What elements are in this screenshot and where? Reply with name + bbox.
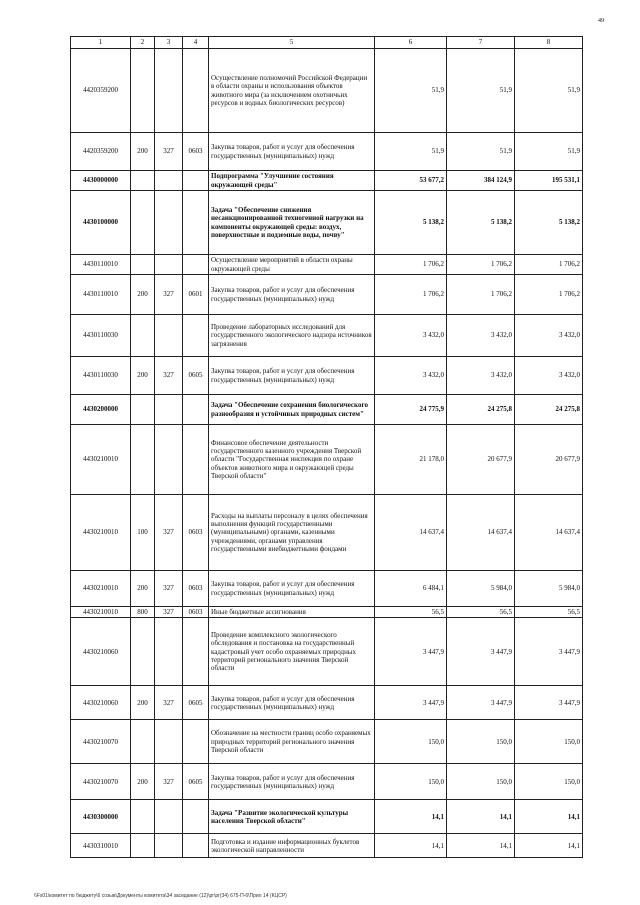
- cell-c: [183, 800, 209, 834]
- table-row: [71, 315, 583, 357]
- table-row: [71, 395, 583, 425]
- cell-code: 4430200000: [71, 395, 131, 425]
- cell-code: 4430210010: [71, 425, 131, 495]
- cell-code: 4430210010: [71, 607, 131, 618]
- cell-v1: 1 706,2: [375, 255, 447, 275]
- cell-code: 4430210070: [71, 720, 131, 764]
- cell-c: [183, 395, 209, 425]
- cell-text: Финансовое обеспечение деятельности государственного казенного учреждения Тверской области "Государственная инспекция по охране объектов животного мира и окружающей среды Тверской области": [209, 425, 375, 495]
- cell-text: Осуществление мероприятий в области охраны окружающей среды: [209, 255, 375, 275]
- cell-code: 4430300000: [71, 800, 131, 834]
- cell-b: [155, 315, 183, 357]
- cell-v1: 14,1: [375, 800, 447, 834]
- cell-a: 200: [131, 133, 155, 171]
- table-row: [71, 357, 583, 395]
- cell-v2: 20 677,9: [447, 425, 515, 495]
- cell-v1: 53 677,2: [375, 171, 447, 191]
- cell-code: 4430210010: [71, 571, 131, 607]
- table-row: [71, 618, 583, 686]
- cell-a: [131, 191, 155, 255]
- cell-text: Подпрограмма "Улучшение состояния окружающей среды": [209, 171, 375, 191]
- cell-v3: 1 706,2: [515, 275, 583, 315]
- footer-file-path: \\Fs01\комитет по бюджету\6 созыв\Документы комитета\34 заседание (12)\pr\pr(34) 675-П-6\Прил 14 (КЦСР): [34, 893, 287, 899]
- cell-b: [155, 618, 183, 686]
- cell-c: [183, 425, 209, 495]
- cell-c: 0605: [183, 357, 209, 395]
- cell-b: [155, 720, 183, 764]
- cell-v1: 150,0: [375, 764, 447, 800]
- cell-b: 327: [155, 495, 183, 571]
- cell-a: [131, 315, 155, 357]
- cell-a: [131, 834, 155, 858]
- cell-b: [155, 395, 183, 425]
- cell-code: 4430110010: [71, 255, 131, 275]
- cell-code: 4430210010: [71, 495, 131, 571]
- cell-a: 200: [131, 275, 155, 315]
- cell-b: [155, 49, 183, 133]
- table-row: [71, 171, 583, 191]
- cell-b: 327: [155, 275, 183, 315]
- cell-v2: 1 706,2: [447, 255, 515, 275]
- header-col-6: 6: [375, 37, 447, 49]
- budget-table: [70, 36, 583, 858]
- cell-v1: 3 432,0: [375, 357, 447, 395]
- cell-c: 0603: [183, 571, 209, 607]
- table-row: [71, 191, 583, 255]
- cell-text: Задача "Обеспечение снижения несанкционированной техногенной нагрузки на компоненты окружающей среды: воздух, поверхностные и подземные воды, почву": [209, 191, 375, 255]
- cell-b: 327: [155, 357, 183, 395]
- page-number: 49: [598, 18, 604, 24]
- cell-text: Закупка товаров, работ и услуг для обеспечения государственных (муниципальных) нужд: [209, 275, 375, 315]
- cell-b: [155, 255, 183, 275]
- cell-code: 4430000000: [71, 171, 131, 191]
- cell-v3: 24 275,8: [515, 395, 583, 425]
- cell-a: [131, 395, 155, 425]
- cell-v2: 24 275,8: [447, 395, 515, 425]
- cell-v2: 3 447,9: [447, 686, 515, 720]
- cell-code: 4430210060: [71, 618, 131, 686]
- cell-v1: 3 447,9: [375, 686, 447, 720]
- cell-c: 0601: [183, 275, 209, 315]
- cell-v2: 14,1: [447, 834, 515, 858]
- cell-b: 327: [155, 133, 183, 171]
- cell-c: [183, 315, 209, 357]
- cell-text: Закупка товаров, работ и услуг для обеспечения государственных (муниципальных) нужд: [209, 764, 375, 800]
- cell-text: Обозначение на местности границ особо охраняемых природных территорий регионального значения Тверской области: [209, 720, 375, 764]
- cell-b: [155, 425, 183, 495]
- cell-v2: 150,0: [447, 764, 515, 800]
- cell-b: [155, 800, 183, 834]
- header-col-3: 3: [155, 37, 183, 49]
- cell-a: [131, 425, 155, 495]
- cell-v1: 3 447,9: [375, 618, 447, 686]
- cell-v2: 3 432,0: [447, 315, 515, 357]
- cell-code: 4430100000: [71, 191, 131, 255]
- cell-v2: 3 432,0: [447, 357, 515, 395]
- table-row: [71, 495, 583, 571]
- cell-b: [155, 834, 183, 858]
- cell-v1: 5 138,2: [375, 191, 447, 255]
- cell-a: [131, 800, 155, 834]
- cell-text: Задача "Развитие экологической культуры населения Тверской области": [209, 800, 375, 834]
- cell-c: 0605: [183, 764, 209, 800]
- cell-code: 4430310010: [71, 834, 131, 858]
- table-row: [71, 720, 583, 764]
- cell-v3: 14,1: [515, 800, 583, 834]
- table-row: [71, 607, 583, 618]
- cell-a: [131, 720, 155, 764]
- cell-text: Закупка товаров, работ и услуг для обеспечения государственных (муниципальных) нужд: [209, 133, 375, 171]
- cell-a: 200: [131, 764, 155, 800]
- header-col-1: 1: [71, 37, 131, 49]
- cell-c: [183, 191, 209, 255]
- cell-c: 0603: [183, 607, 209, 618]
- cell-text: Расходы на выплаты персоналу в целях обеспечения выполнения функций государственными (муниципальными) органами, казенными учреждениями, органами управления государственными внебюджетными фондами: [209, 495, 375, 571]
- cell-text: Подготовка и издание информационных буклетов экологической направленности: [209, 834, 375, 858]
- cell-a: [131, 171, 155, 191]
- cell-code: 4420359200: [71, 133, 131, 171]
- cell-v3: 3 447,9: [515, 618, 583, 686]
- cell-text: Проведение лабораторных исследований для государственного экологического надзора источников загрязнения: [209, 315, 375, 357]
- cell-v2: 384 124,9: [447, 171, 515, 191]
- cell-v3: 56,5: [515, 607, 583, 618]
- cell-c: 0603: [183, 495, 209, 571]
- cell-text: Иные бюджетные ассигнования: [209, 607, 375, 618]
- table-row: [71, 571, 583, 607]
- cell-a: [131, 49, 155, 133]
- cell-b: 327: [155, 607, 183, 618]
- cell-code: 4430210060: [71, 686, 131, 720]
- table-row: [71, 834, 583, 858]
- cell-v1: 56,5: [375, 607, 447, 618]
- cell-b: 327: [155, 764, 183, 800]
- cell-b: [155, 171, 183, 191]
- table-row: [71, 255, 583, 275]
- cell-a: [131, 255, 155, 275]
- cell-v1: 6 484,1: [375, 571, 447, 607]
- cell-v3: 20 677,9: [515, 425, 583, 495]
- cell-text: Осуществление полномочий Российской Федерации в области охраны и использования объектов животного мира (за исключением охотничьих ресурсов и водных биологических ресурсов): [209, 49, 375, 133]
- cell-c: [183, 834, 209, 858]
- cell-code: 4430110030: [71, 315, 131, 357]
- header-col-7: 7: [447, 37, 515, 49]
- table-row: [71, 49, 583, 133]
- cell-b: [155, 191, 183, 255]
- cell-code: 4430110030: [71, 357, 131, 395]
- cell-a: 200: [131, 686, 155, 720]
- header-col-5: 5: [209, 37, 375, 49]
- cell-v3: 3 447,9: [515, 686, 583, 720]
- header-col-2: 2: [131, 37, 155, 49]
- cell-v2: 51,9: [447, 133, 515, 171]
- table-header-row: [71, 37, 583, 49]
- cell-a: 100: [131, 495, 155, 571]
- header-col-8: 8: [515, 37, 583, 49]
- table-row: [71, 800, 583, 834]
- table-row: [71, 425, 583, 495]
- cell-v3: 1 706,2: [515, 255, 583, 275]
- cell-v2: 5 138,2: [447, 191, 515, 255]
- cell-c: [183, 171, 209, 191]
- cell-v3: 14 637,4: [515, 495, 583, 571]
- cell-v3: 195 531,1: [515, 171, 583, 191]
- cell-v1: 51,9: [375, 49, 447, 133]
- cell-v2: 14,1: [447, 800, 515, 834]
- cell-b: 327: [155, 686, 183, 720]
- cell-v3: 150,0: [515, 720, 583, 764]
- cell-c: [183, 618, 209, 686]
- cell-a: [131, 618, 155, 686]
- cell-c: [183, 720, 209, 764]
- cell-v2: 51,9: [447, 49, 515, 133]
- header-col-4: 4: [183, 37, 209, 49]
- cell-v1: 14 637,4: [375, 495, 447, 571]
- cell-v2: 56,5: [447, 607, 515, 618]
- cell-v1: 1 706,2: [375, 275, 447, 315]
- cell-code: 4430110010: [71, 275, 131, 315]
- cell-text: Закупка товаров, работ и услуг для обеспечения государственных (муниципальных) нужд: [209, 571, 375, 607]
- cell-v1: 24 775,9: [375, 395, 447, 425]
- cell-a: 200: [131, 571, 155, 607]
- cell-v2: 5 984,0: [447, 571, 515, 607]
- cell-v2: 150,0: [447, 720, 515, 764]
- cell-v3: 14,1: [515, 834, 583, 858]
- cell-c: 0605: [183, 686, 209, 720]
- cell-code: 4420359200: [71, 49, 131, 133]
- cell-c: [183, 49, 209, 133]
- cell-v1: 14,1: [375, 834, 447, 858]
- cell-a: 800: [131, 607, 155, 618]
- cell-v1: 21 178,0: [375, 425, 447, 495]
- table-row: [71, 133, 583, 171]
- cell-v2: 14 637,4: [447, 495, 515, 571]
- cell-v3: 5 138,2: [515, 191, 583, 255]
- cell-v1: 51,9: [375, 133, 447, 171]
- cell-v2: 1 706,2: [447, 275, 515, 315]
- table-row: [71, 764, 583, 800]
- cell-v3: 3 432,0: [515, 357, 583, 395]
- cell-v3: 51,9: [515, 49, 583, 133]
- cell-v1: 3 432,0: [375, 315, 447, 357]
- cell-v3: 150,0: [515, 764, 583, 800]
- cell-v1: 150,0: [375, 720, 447, 764]
- cell-text: Закупка товаров, работ и услуг для обеспечения государственных (муниципальных) нужд: [209, 686, 375, 720]
- cell-text: Задача "Обеспечение сохранения биологического разнообразия и устойчивых природных систем": [209, 395, 375, 425]
- table-row: [71, 275, 583, 315]
- cell-code: 4430210070: [71, 764, 131, 800]
- cell-v3: 5 984,0: [515, 571, 583, 607]
- cell-b: 327: [155, 571, 183, 607]
- cell-c: 0603: [183, 133, 209, 171]
- cell-v2: 3 447,9: [447, 618, 515, 686]
- cell-text: Проведение комплексного экологического обследования и постановка на государственный кадастровый учет особо охраняемых природных территорий регионального значения Тверской области: [209, 618, 375, 686]
- cell-c: [183, 255, 209, 275]
- cell-v3: 3 432,0: [515, 315, 583, 357]
- cell-v3: 51,9: [515, 133, 583, 171]
- cell-text: Закупка товаров, работ и услуг для обеспечения государственных (муниципальных) нужд: [209, 357, 375, 395]
- cell-a: 200: [131, 357, 155, 395]
- table-row: [71, 686, 583, 720]
